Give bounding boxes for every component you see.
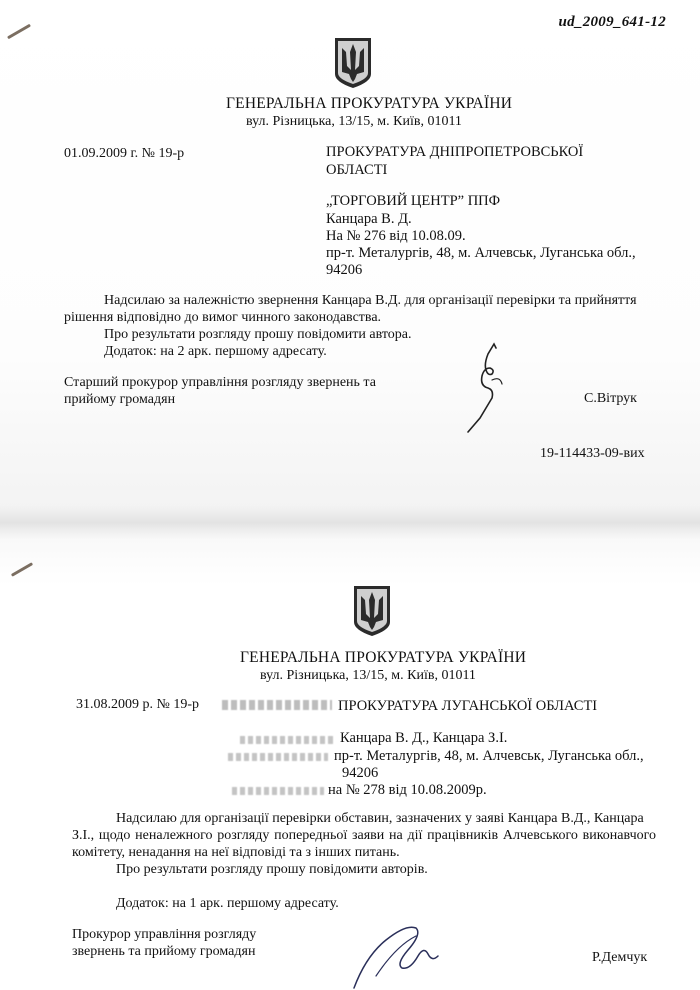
outgoing-reference: 01.09.2009 г. № 19-р [64,146,185,161]
body-paragraph-continuation: З.І., щодо неналежного розгляду попередньої заяви на дії працівників Алчевського виконавчого комітету, ненадання на неї відповіді та з інших питань. [72,828,656,860]
applicant-address: пр-т. Металургів, 48, м. Алчевськ, Луганська обл., [326,245,636,261]
signer-name: Р.Демчук [592,950,648,965]
applicant-name: Канцара В. Д. [326,211,412,227]
signer-title: Прокурор управління розгляду [72,927,257,942]
body-paragraph: Надсилаю за належністю звернення Канцара В.Д. для організації перевірки та прийняття [104,293,637,308]
incoming-reference: На № 276 від 10.08.09. [326,228,466,244]
org-address: вул. Різницька, 13/15, м. Київ, 01011 [246,114,462,129]
recipient: ПРОКУРАТУРА ЛУГАНСЬКОЇ ОБЛАСТІ [338,698,598,714]
body-paragraph-continuation: рішення відповідно до вимог чинного законодавства. [64,310,382,325]
letter-luhansk [0,540,700,990]
bleed-through-text [232,787,324,795]
org-address: вул. Різницька, 13/15, м. Київ, 01011 [260,668,476,683]
signer-title: Старший прокурор управління розгляду звернень та [64,375,376,390]
body-paragraph: Про результати розгляду прошу повідомити авторів. [116,862,428,877]
applicant-postcode: 94206 [326,262,363,278]
handwritten-signature-icon [440,340,530,440]
registration-number: 19-114433-09-вих [540,446,645,461]
recipient-line: ОБЛАСТІ [326,162,388,178]
page-separator [0,505,700,545]
attachment-note: Додаток: на 2 арк. першому адресату. [104,344,327,359]
body-paragraph: Надсилаю для організації перевірки обставин, зазначених у заяві Канцара В.Д., Канцара [116,811,644,826]
outgoing-reference: 31.08.2009 р. № 19-р [76,697,200,712]
bleed-through-text [228,753,328,761]
bleed-through-text [222,700,332,710]
scan-edge-mark [11,562,33,577]
applicant-postcode: 94206 [342,765,379,781]
attachment-note: Додаток: на 1 арк. першому адресату. [116,896,339,911]
company-name: „ТОРГОВИЙ ЦЕНТР” ППФ [326,193,501,209]
body-paragraph: Про результати розгляду прошу повідомити автора. [104,327,412,342]
trident-emblem-icon [333,36,373,90]
handwritten-signature-icon [346,906,456,990]
bleed-through-text [240,736,336,744]
document-id: ud_2009_641-12 [558,14,666,30]
recipient-line: ПРОКУРАТУРА ДНІПРОПЕТРОВСЬКОЇ [326,144,584,160]
org-title: ГЕНЕРАЛЬНА ПРОКУРАТУРА УКРАЇНИ [226,95,513,112]
signer-name: С.Вітрук [584,391,637,406]
scan-edge-mark [7,24,31,40]
org-title: ГЕНЕРАЛЬНА ПРОКУРАТУРА УКРАЇНИ [240,649,527,666]
trident-emblem-icon [352,584,392,638]
applicant-address: пр-т. Металургів, 48, м. Алчевськ, Луганська обл., [334,748,644,764]
applicant-names: Канцара В. Д., Канцара З.І. [340,730,508,746]
incoming-reference: на № 278 від 10.08.2009р. [328,782,487,798]
signer-title: звернень та прийому громадян [72,944,256,959]
signer-title: прийому громадян [64,392,176,407]
